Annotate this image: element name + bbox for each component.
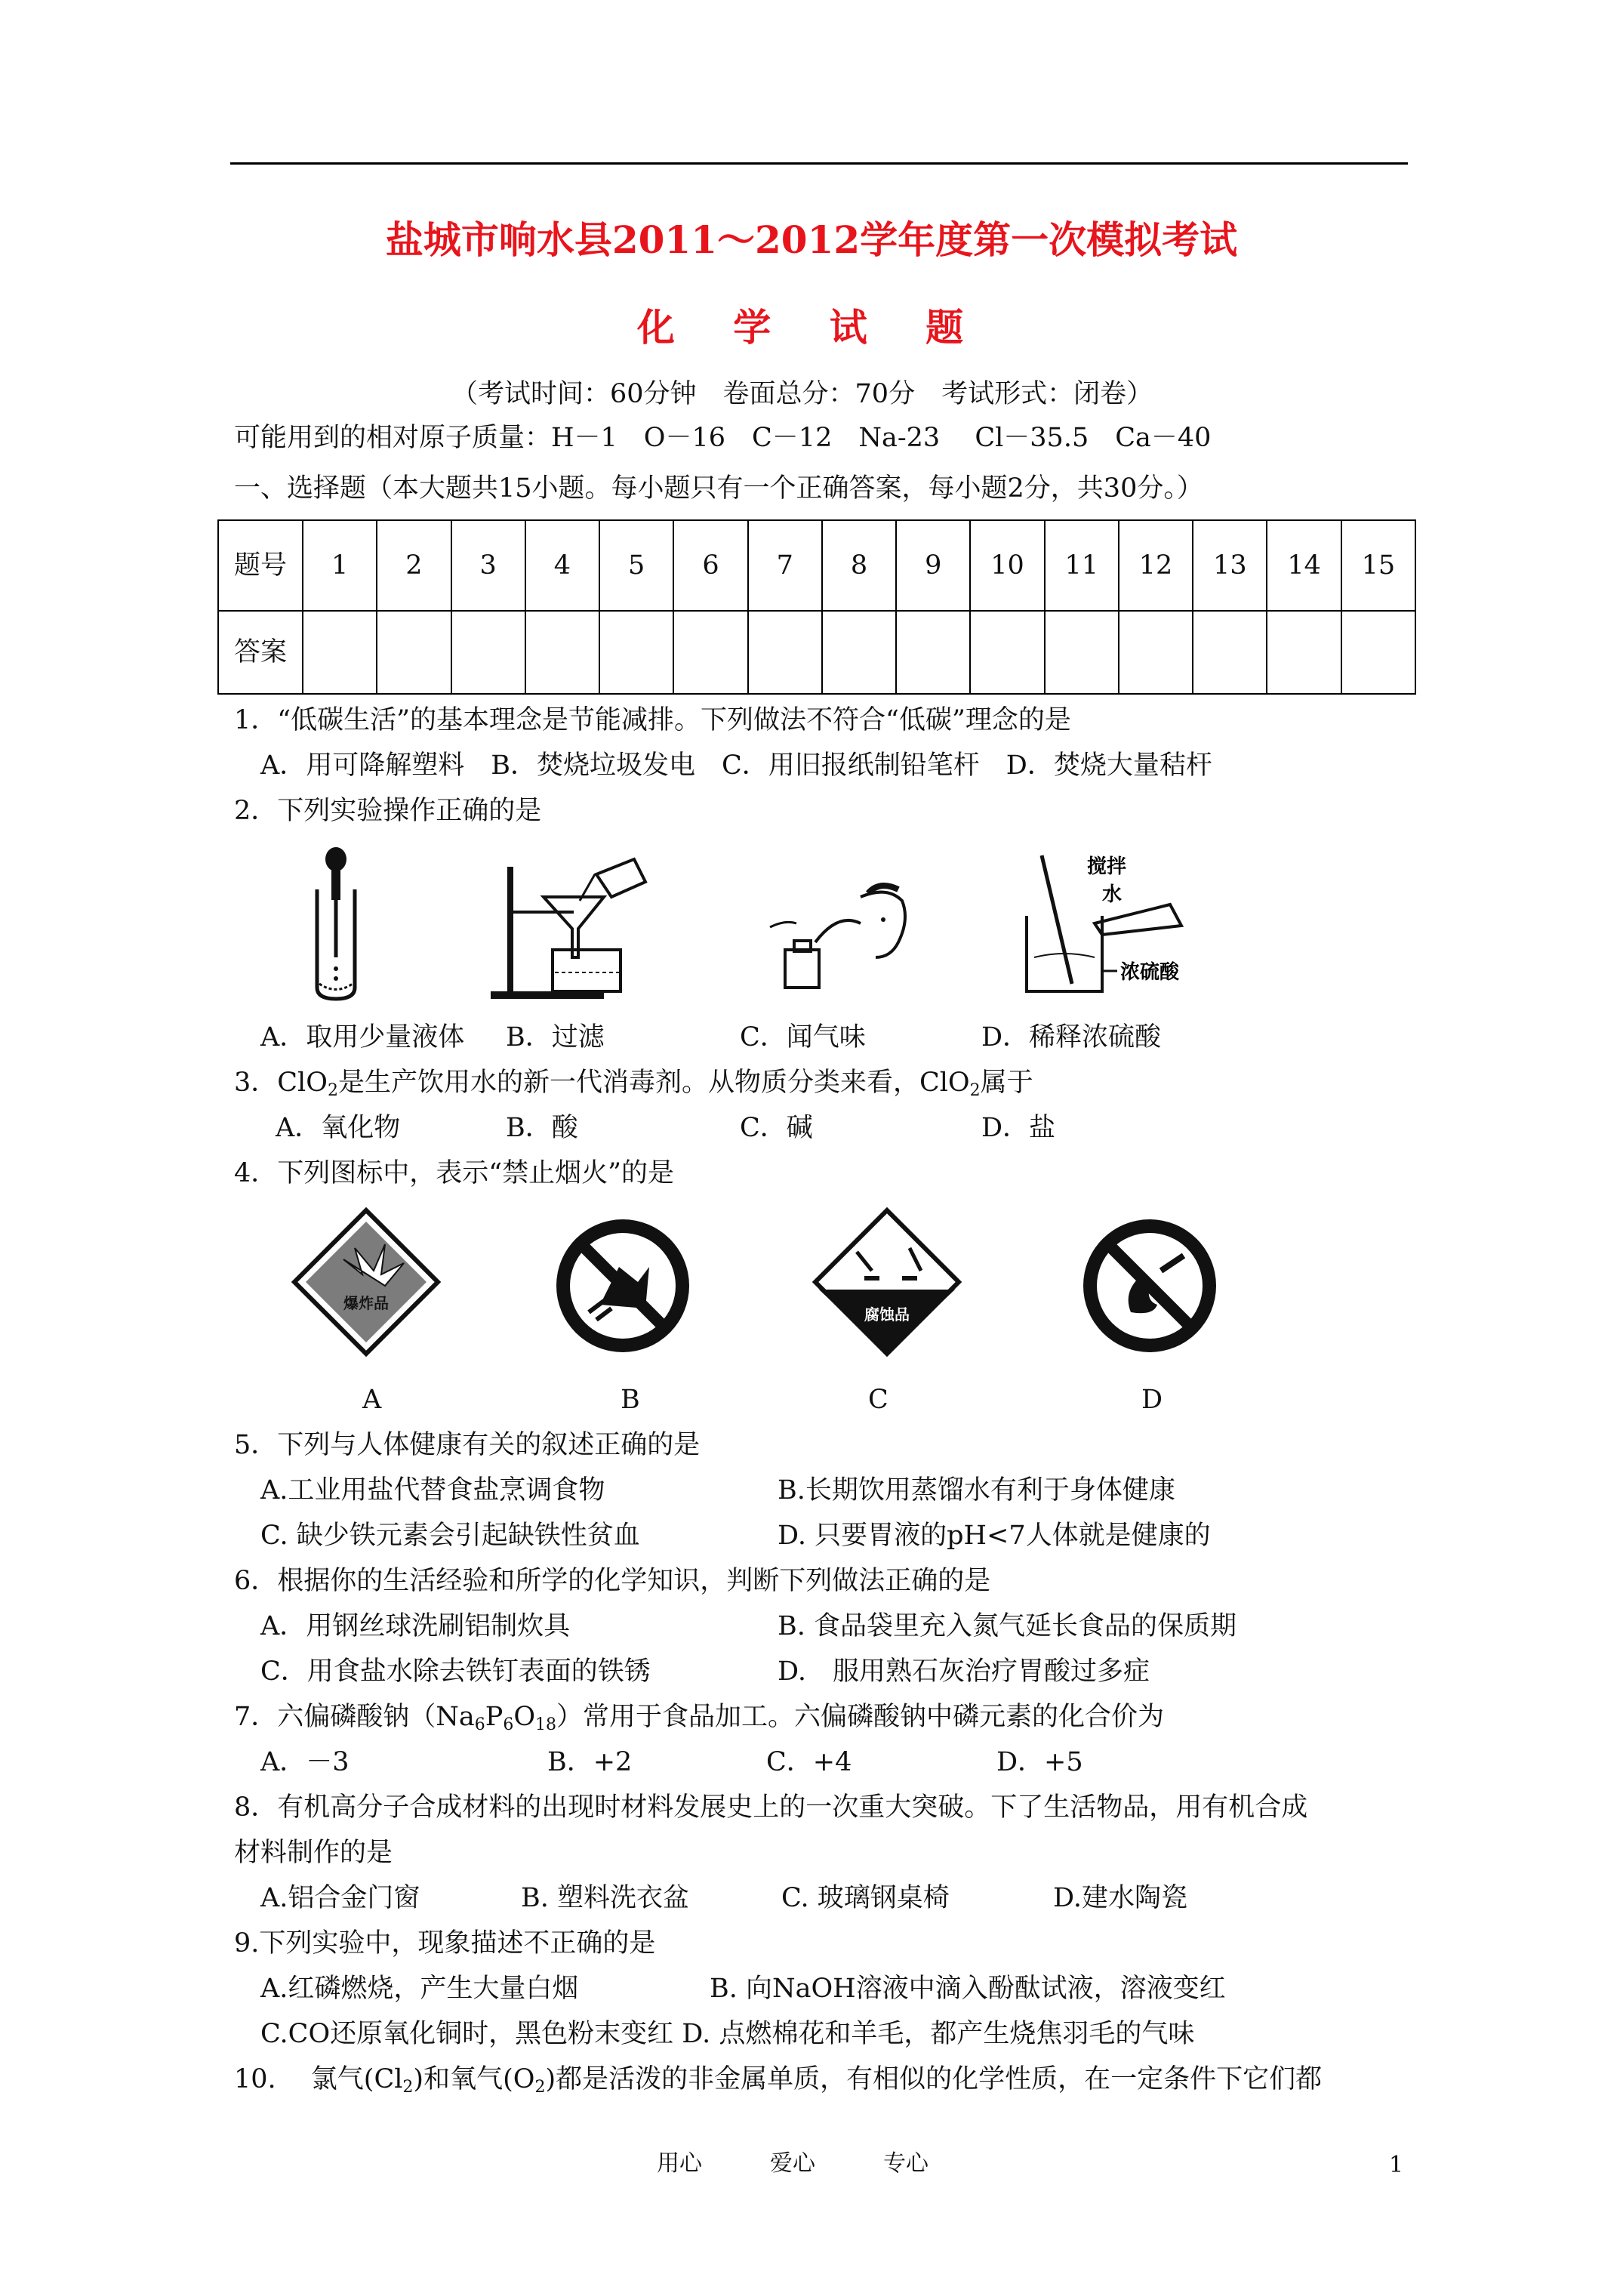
q3-option-d: D．盐 bbox=[981, 1113, 1056, 1143]
q5-option-a: A.工业用盐代替食盐烹调食物 bbox=[260, 1475, 605, 1505]
exam-title: 盐城市响水县2011～2012学年度第一次模拟考试 bbox=[385, 217, 1238, 262]
answer-cell[interactable] bbox=[970, 611, 1044, 694]
dilution-figure bbox=[1019, 844, 1223, 1003]
q8-option-c: C. 玻璃钢桌椅 bbox=[781, 1883, 950, 1913]
answer-cell[interactable] bbox=[1193, 611, 1267, 694]
page-number: 1 bbox=[1389, 2152, 1404, 2178]
table-head-answer: 答案 bbox=[218, 611, 303, 694]
q2-label-d: D．稀释浓硫酸 bbox=[981, 1022, 1162, 1052]
q3-option-a: A．氧化物 bbox=[276, 1113, 401, 1143]
footer-motto: 用心 爱心 专心 bbox=[657, 2150, 929, 2177]
answer-cell[interactable] bbox=[377, 611, 451, 694]
corrosive-text: 腐蚀品 bbox=[864, 1307, 910, 1324]
q3-stem: 3．ClO$_2$是生产饮用水的新一代消毒剂。从物质分类来看，ClO$_2$属于 bbox=[234, 1068, 1033, 1100]
q8-stem-line2: 材料制作的是 bbox=[234, 1838, 393, 1868]
q9-option-b: B. 向NaOH溶液中滴入酚酞试液，溶液变红 bbox=[710, 1974, 1226, 2004]
table-cell: 10 bbox=[970, 520, 1044, 611]
answer-cell[interactable] bbox=[599, 611, 673, 694]
q7-option-d: D．+5 bbox=[996, 1747, 1083, 1777]
explosive-sign bbox=[291, 1207, 442, 1358]
q6-option-c: C．用食盐水除去铁钉表面的铁锈 bbox=[260, 1657, 651, 1687]
explosive-text: 爆炸品 bbox=[343, 1296, 389, 1312]
acid-label: 浓硫酸 bbox=[1120, 960, 1180, 983]
q2-label-b: B．过滤 bbox=[506, 1022, 605, 1052]
header-rule bbox=[230, 162, 1408, 165]
q1-stem: 1．“低碳生活”的基本理念是节能减排。下列做法不符合“低碳”理念的是 bbox=[234, 705, 1071, 735]
q4-label-b: B bbox=[621, 1385, 640, 1415]
q8-option-d: D.建水陶瓷 bbox=[1053, 1883, 1187, 1913]
table-cell: 12 bbox=[1119, 520, 1193, 611]
q7-stem: 7．六偏磷酸钠$(Na_6P_6O_{18})$常用于食品加工。六偏磷酸钠中磷元素的化合价为 bbox=[234, 1702, 1165, 1734]
q3-option-c: C．碱 bbox=[740, 1113, 813, 1143]
q7-option-c: C．+4 bbox=[766, 1747, 852, 1777]
filtration-figure bbox=[483, 844, 649, 1003]
q9-option-cd: C.CO还原氧化铜时，黑色粉末变红 D. 点燃棉花和羊毛，都产生烧焦羽毛的气味 bbox=[260, 2019, 1195, 2049]
answer-cell[interactable] bbox=[525, 611, 599, 694]
answer-cell[interactable] bbox=[1045, 611, 1119, 694]
answer-cell[interactable] bbox=[1267, 611, 1341, 694]
q8-option-b: B. 塑料洗衣盆 bbox=[521, 1883, 689, 1913]
q9-option-a: A.红磷燃烧，产生大量白烟 bbox=[260, 1974, 579, 2004]
q5-option-c: C. 缺少铁元素会引起缺铁性贫血 bbox=[260, 1521, 640, 1551]
q5-option-b: B.长期饮用蒸馏水有利于身体健康 bbox=[778, 1475, 1175, 1505]
section-heading: 一、选择题（本大题共15小题。每小题只有一个正确答案，每小题2分，共30分。） bbox=[234, 473, 1203, 504]
q8-stem-line1: 8．有机高分子合成材料的出现时材料发展史上的一次重大突破。下了生活物品，用有机合成 bbox=[234, 1792, 1308, 1823]
answer-cell[interactable] bbox=[896, 611, 970, 694]
table-cell: 6 bbox=[673, 520, 747, 611]
q1-options: A．用可降解塑料 B．焚烧垃圾发电 C．用旧报纸制铅笔杆 D．焚烧大量秸杆 bbox=[260, 750, 1212, 781]
q6-option-d: D. 服用熟石灰治疗胃酸过多症 bbox=[778, 1657, 1150, 1687]
q8-option-a: A.铝合金门窗 bbox=[260, 1883, 420, 1913]
q6-stem: 6．根据你的生活经验和所学的化学知识，判断下列做法正确的是 bbox=[234, 1566, 991, 1596]
answer-cell[interactable] bbox=[1341, 611, 1415, 694]
q4-label-a: A bbox=[362, 1385, 382, 1415]
q10-stem: 10. 氯气$(Cl_2)$和氧气$(O_2)$都是活泼的非金属单质，有相似的化学性质，在一定条件下它们都 bbox=[234, 2064, 1323, 2097]
table-cell: 2 bbox=[377, 520, 451, 611]
table-cell: 15 bbox=[1341, 520, 1415, 611]
q7-option-a: A．－3 bbox=[260, 1747, 350, 1777]
dropper-tube-figure bbox=[294, 844, 377, 1003]
table-cell: 11 bbox=[1045, 520, 1119, 611]
q2-label-a: A．取用少量液体 bbox=[260, 1022, 465, 1052]
table-cell: 14 bbox=[1267, 520, 1341, 611]
table-cell: 7 bbox=[748, 520, 822, 611]
q5-stem: 5．下列与人体健康有关的叙述正确的是 bbox=[234, 1430, 701, 1460]
table-cell: 1 bbox=[303, 520, 377, 611]
exam-subtitle: 化 学 试 题 bbox=[636, 305, 987, 350]
table-cell: 13 bbox=[1193, 520, 1267, 611]
q9-stem: 9.下列实验中，现象描述不正确的是 bbox=[234, 1928, 656, 1959]
q4-label-c: C bbox=[868, 1385, 888, 1415]
table-cell: 5 bbox=[599, 520, 673, 611]
water-label: 水 bbox=[1102, 883, 1123, 905]
q4-stem: 4．下列图标中，表示“禁止烟火”的是 bbox=[234, 1158, 675, 1188]
q2-stem: 2．下列实验操作正确的是 bbox=[234, 796, 542, 826]
answer-cell[interactable] bbox=[303, 611, 377, 694]
exam-info: （考试时间：60分钟 卷面总分：70分 考试形式：闭卷） bbox=[451, 379, 1153, 409]
no-fire-sign bbox=[1078, 1214, 1221, 1358]
answer-cell[interactable] bbox=[748, 611, 822, 694]
q5-option-d: D. 只要胃液的pH<7人体就是健康的 bbox=[778, 1521, 1211, 1551]
table-cell: 4 bbox=[525, 520, 599, 611]
answer-cell[interactable] bbox=[1119, 611, 1193, 694]
table-head-number: 题号 bbox=[218, 520, 303, 611]
q2-label-c: C．闻气味 bbox=[740, 1022, 866, 1052]
q4-label-d: D bbox=[1141, 1385, 1163, 1415]
table-cell: 3 bbox=[451, 520, 525, 611]
table-cell: 9 bbox=[896, 520, 970, 611]
answer-cell[interactable] bbox=[451, 611, 525, 694]
corrosive-sign bbox=[812, 1207, 962, 1358]
table-cell: 8 bbox=[822, 520, 896, 611]
atomic-masses: 可能用到的相对原子质量：H－1 O－16 C－12 Na-23 Cl－35.5 Ca－40 bbox=[234, 423, 1212, 453]
answer-table bbox=[217, 519, 1416, 695]
no-burning-sign bbox=[551, 1214, 694, 1358]
q6-option-b: B. 食品袋里充入氮气延长食品的保质期 bbox=[778, 1611, 1236, 1641]
q6-option-a: A．用钢丝球洗刷铝制炊具 bbox=[260, 1611, 571, 1641]
smell-figure bbox=[755, 882, 913, 995]
answer-cell[interactable] bbox=[673, 611, 747, 694]
answer-cell[interactable] bbox=[822, 611, 896, 694]
q3-option-b: B．酸 bbox=[506, 1113, 578, 1143]
stir-label: 搅拌 bbox=[1087, 855, 1127, 877]
q7-option-b: B．+2 bbox=[547, 1747, 633, 1777]
